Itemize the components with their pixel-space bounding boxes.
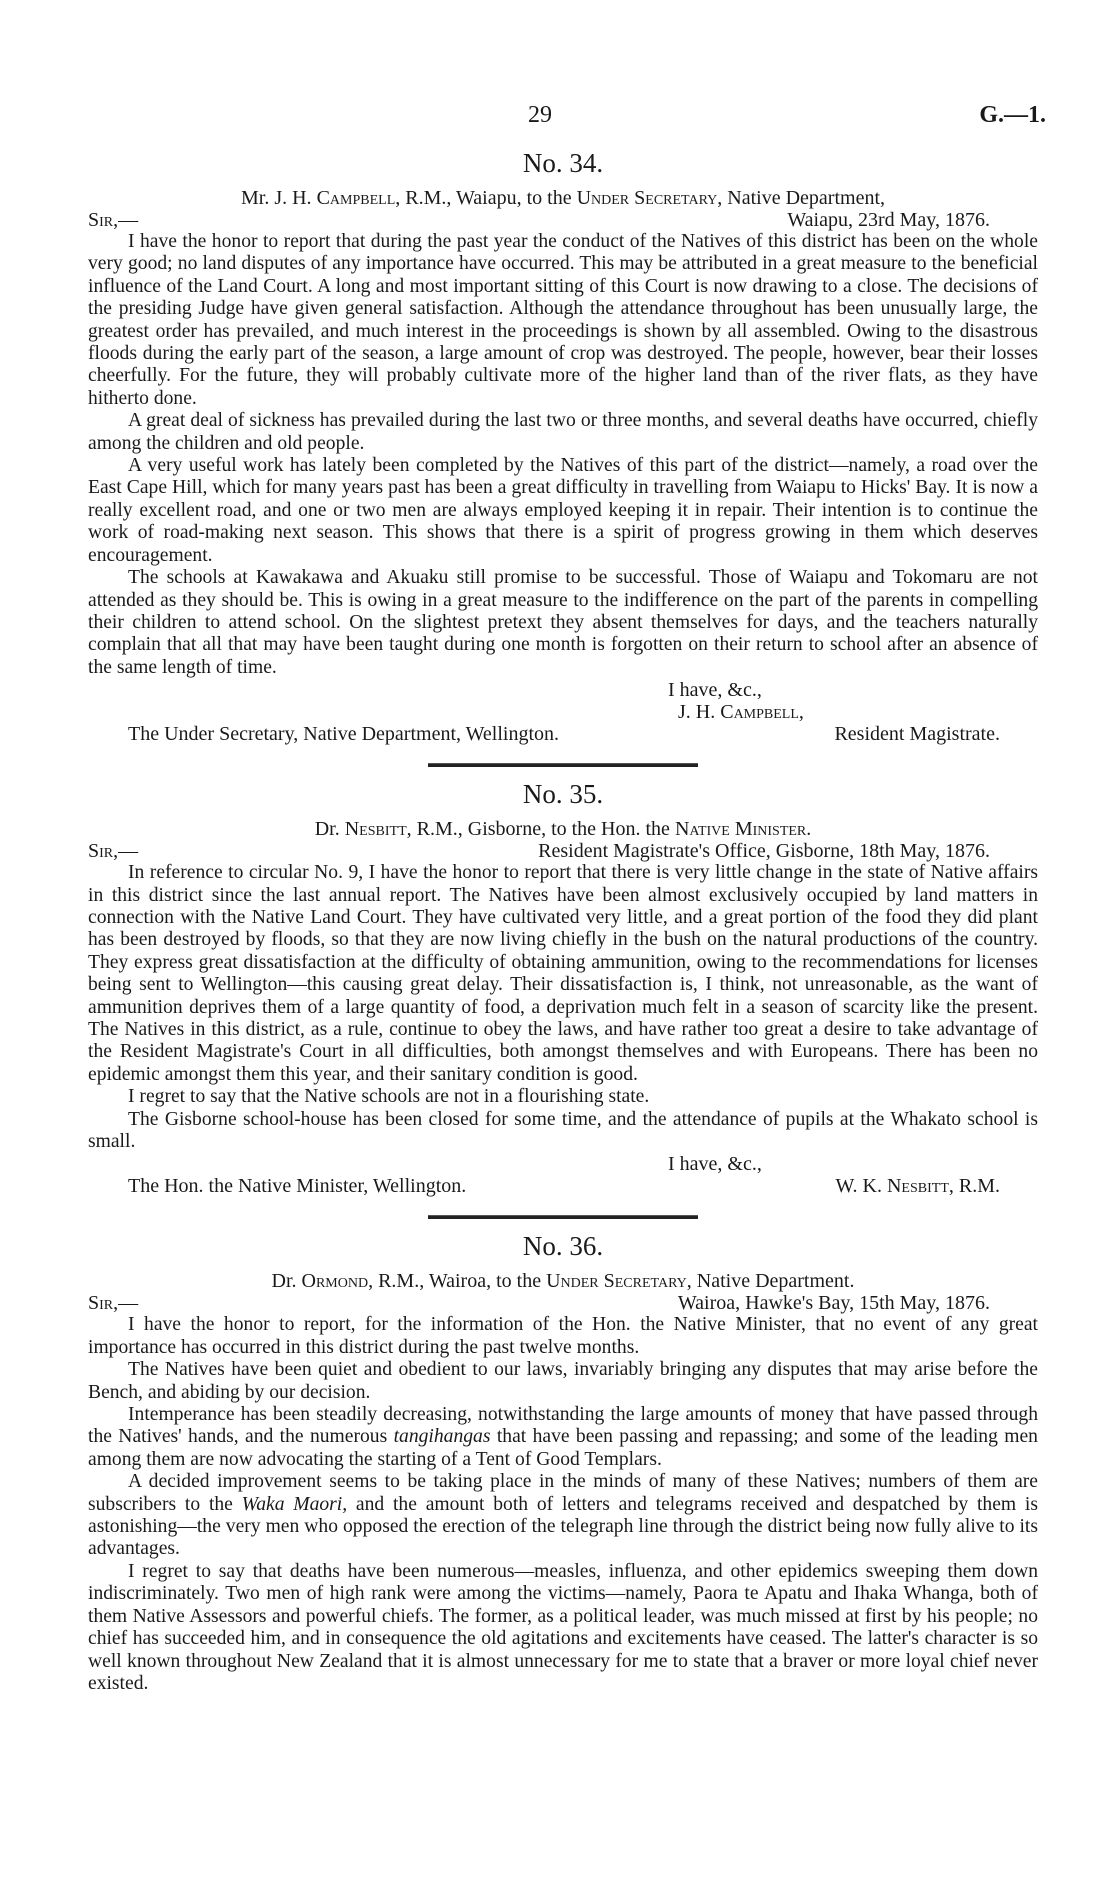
section-divider [428,1215,698,1219]
italic-term: Waka Maori, [241,1493,348,1515]
sender-name: Campbell [316,187,396,209]
signer-name: W. K. Nesbitt, R.M. [835,1175,1000,1198]
heading-mid: , R.M., Wairoa, to the [368,1270,542,1293]
paragraph: In reference to circular No. 9, I have the honor to report that there is very little change in the state of Native affairs in this district since the last annual report. The Natives have been almost exclusively occupied by land matters in connection with the Native Land Court. They have cultivated very little, and a great portion of the food they did plant has been destroyed by floods, so that they are now living chiefly in the bush on the natural productions of the country. They express great dissatisfaction at the difficulty of obtaining ammunition, owing to the recommendations for licenses being sent to Wellington—this causing great delay. Their dissatisfaction is, I think, not unreasonable, as the want of ammunition deprives them of a large quantity of food, a deprivation much felt in a season of scarcity like the present. The Natives in this district, as a rule, continue to obey the laws, and have rather too great a desire to take advantage of the Resident Magistrate's Court in all difficulties, both amongst themselves and with Europeans. There has been no epidemic amongst them this year, and their sanitary condition is good. [88,862,1038,1085]
dateline: Wairoa, Hawke's Bay, 15th May, 1876. [677,1292,990,1315]
paragraph [88,1404,1038,1471]
paragraph-text: Intemperance has been steadily decreasing, notwithstanding the large amounts of money that have passed through the Natives' hands, and the numerous [88,1404,1038,1448]
letter-34 [88,148,1038,745]
paragraph-text: that have been passing and repassing; and some of the leading men among them are now advocating the starting of a Tent of Good Templars. [88,1426,1038,1470]
signature-block [88,679,1038,723]
paragraph: I have the honor to report, for the information of the Hon. the Native Minister, that no event of any great importance has occurred in this district during the past twelve months. [88,1314,1038,1358]
paragraph: I regret to say that the Native schools are not in a flourishing state. [128,1086,650,1108]
salutation: Sir,— [88,1292,139,1315]
page-number: 29 [528,102,552,128]
paragraph: A very useful work has lately been completed by the Natives of this part of the district—namely, a road over the East Cape Hill, which for many years past has been a great difficulty in travelling from Waiapu to Hicks' Bay. It is now a really excellent road, and one or two men are always employed keeping it in repair. Their intention is to continue the work of road-making next season. This shows that there is a spirit of progress growing in them which deserves encouragement. [88,455,1038,566]
addressee: The Under Secretary, Native Department, Wellington. [128,723,560,746]
closing: I have, &c., [668,1153,762,1176]
heading-mid: , R.M., Gisborne, to the Hon. the [406,818,670,841]
letter-number: No. 34. [522,148,604,178]
addressee-line [88,1175,1038,1197]
letter-35 [88,779,1038,1197]
addressee: The Hon. the Native Minister, Wellington. [128,1175,467,1198]
paragraph: I regret to say that deaths have been numerous—measles, influenza, and other epidemics sweeping them down indiscriminately. Two men of high rank were among the victims—namely, Paora te Apatu and Ihaka Whanga, both of them Native Assessors and powerful chiefs. The former, as a political leader, was much missed at first by his people; no chief has succeeded him, and in consequence the old agitations and excitements have ceased. The latter's character is so well known throughout New Zealand that it is almost unnecessary for me to state that a braver or more loyal chief never existed. [88,1560,1038,1694]
heading-mid: , R.M., Waiapu, to the [395,187,572,209]
letter-heading [88,187,1038,209]
salutation-line [88,1292,1038,1314]
heading-suffix: . [806,818,812,841]
paragraph: A great deal of sickness has prevailed during the last two or three months, and several deaths have occurred, chiefly among the children and old people. [88,410,1038,454]
dateline: Resident Magistrate's Office, Gisborne, 18th May, 1876. [538,840,990,863]
salutation: Sir,— [88,209,139,231]
heading-prefix: Mr. J. H. [240,187,312,209]
signature-block [88,1153,1038,1175]
document-page [88,92,1046,1695]
salutation-line [88,209,1038,231]
heading-suffix: , Native Department, [717,187,885,209]
letter-heading [88,1270,1038,1292]
paragraph-text: and the amount both of letters and telegrams received and despatched by them is astonishing—the very men who opposed the erection of the telegraph line through the district being now fully alive to its advantages. [88,1493,1038,1560]
paragraph-text: A decided improvement seems to be taking place in the minds of many of these Natives; numbers of them are subscribers to the [88,1471,1038,1515]
salutation: Sir,— [88,840,139,863]
salutation-line [88,840,1038,862]
section-divider [428,763,698,767]
letter-number: No. 36. [522,1231,604,1262]
letter-36 [88,1231,1038,1695]
heading-prefix: Dr. [271,1270,297,1293]
italic-term: tangihangas [393,1426,491,1448]
paragraph: The Natives have been quiet and obedient to our laws, invariably bringing any disputes that may arise before the Bench, and abiding by our decision. [88,1359,1038,1403]
paragraph: The Gisborne school-house has been closed for some time, and the attendance of pupils at the Whakato school is small. [88,1108,1038,1152]
heading-prefix: Dr. [314,818,340,841]
heading-suffix: , Native Department. [686,1270,855,1293]
page-header [88,92,1046,136]
dateline: Waiapu, 23rd May, 1876. [787,209,990,231]
signer-title: Resident Magistrate. [834,723,1000,746]
sender-name: Ormond [301,1270,369,1293]
closing: I have, &c., [668,679,762,702]
paragraph [88,1471,1038,1561]
recipient-title: Under Secretary [546,1270,687,1293]
series-code: G.—1. [979,102,1046,128]
recipient-title: Under Secretary [576,187,718,209]
recipient-title: Native Minister [674,818,807,841]
sender-name: Nesbitt [344,818,407,841]
paragraph: I have the honor to report that during the past year the conduct of the Natives of this district has been on the whole very good; no land disputes of any importance have occurred. This may be attributed in a great measure to the beneficial influence of the Land Court. A long and most important sitting of this Court is now drawing to a close. The decisions of the presiding Judge have given general satisfaction. Although the attendance throughout has been unusually large, the greatest order has prevailed, and much interest in the proceedings is shown by all assembled. Owing to the disastrous floods during the early part of the season, a large amount of crop was destroyed. The people, however, bear their losses cheerfully. For the future, they will probably cultivate more of the higher land than of the river flats, as they have hitherto done. [88,231,1038,409]
letter-heading [88,818,1038,840]
signer-name: J. H. Campbell, [678,701,804,724]
letter-number: No. 35. [522,779,604,810]
addressee-line [88,723,1038,745]
paragraph: The schools at Kawakawa and Akuaku still promise to be successful. Those of Waiapu and Tokomaru are not attended as they should be. This is owing in a great measure to the indifference on the part of the parents in compelling their children to attend school. On the slightest pretext they absent themselves for days, and the teachers naturally complain that all that may have been taught during one month is forgotten on their return to school after an absence of the same length of time. [88,567,1038,678]
